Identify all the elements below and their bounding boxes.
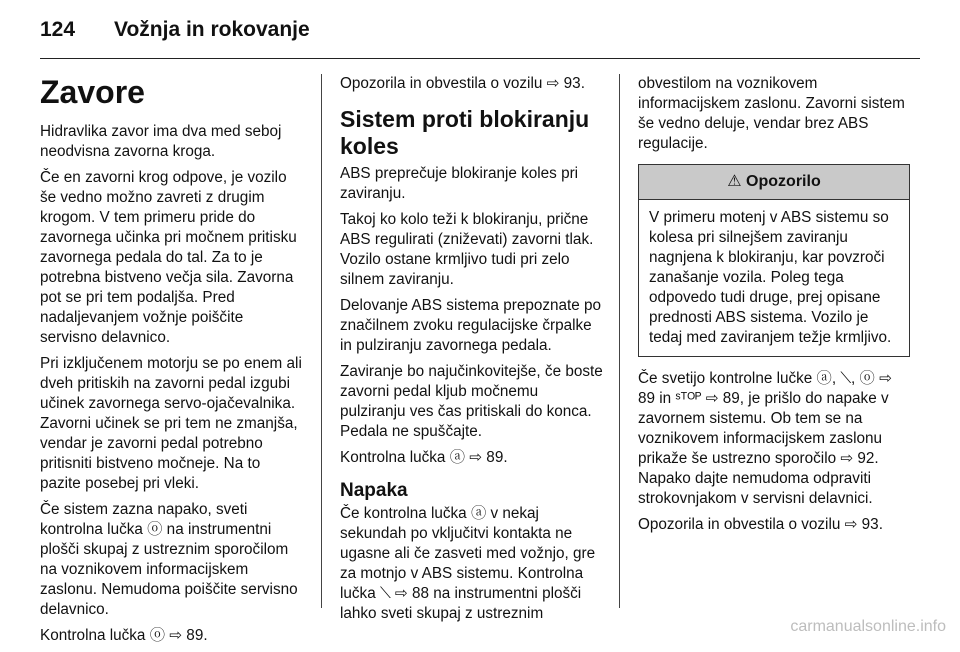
cross-reference[interactable]: Kontrolna lučka ⓐ ⇨ 89. (340, 449, 508, 466)
paragraph: Zaviranje bo najučinkovitejše, če boste zavorni pedal kljub močnemu pulziranju ves čas pritiskali do konca. Pedala ne spuščajte. (340, 363, 603, 440)
paragraph: Takoj ko kolo teži k blokiranju, prične ABS regulirati (zniževati) zavorni tlak. Vozilo ostane krmljivo tudi pri zelo silnem zaviranju. (340, 211, 594, 288)
watermark: carmanualsonline.info (790, 618, 946, 635)
paragraph: Če en zavorni krog odpove, je vozilo še vedno možno zavreti z drugim krogom. V tem primeru pride do zavornega učinka pri močnem pritisku zavornega pedala do tal. Za to je potrebna bistveno večja sila. Zavorna pot se pri tem podaljša. Pred nadaljevanjem vožnje poiščite servisno delavnico. (40, 169, 297, 346)
warning-box (638, 164, 910, 357)
chapter-title: Vožnja in rokovanje (114, 18, 310, 41)
paragraph: Če sistem zazna napako, sveti kontrolna lučka ⓞ na instrumentni plošči skupaj z ustreznim sporočilom na voznikovem informacijskem zaslonu. Nemudoma poiščite servisno delavnico. (40, 501, 298, 618)
paragraph: Hidravlika zavor ima dva med seboj neodvisna zavorna kroga. (40, 123, 282, 160)
paragraph: ABS preprečuje blokiranje koles pri zaviranju. (340, 165, 579, 202)
paragraph: obvestilom na voznikovem informacijskem zaslonu. Zavorni sistem še vedno deluje, vendar brez ABS regulacije. (638, 75, 905, 152)
paragraph: Pri izključenem motorju se po enem ali dveh pritiskih na zavorni pedal izgubi učinek zavornega servo-ojačevalnika. Zavorni učinek se pri tem ne zmanjša, vendar je zavorni pedal potrebno pritisniti bistveno močneje. Na to pazite posebej pri vleki. (40, 355, 302, 492)
warning-title: ⚠ Opozorilo (639, 165, 909, 200)
section-heading: Sistem proti blokiranju koles (340, 106, 590, 159)
cross-reference[interactable]: Kontrolna lučka ⓞ ⇨ 89. (40, 627, 208, 644)
page-header (40, 18, 310, 42)
column-1 (40, 74, 304, 652)
header-rule (40, 58, 920, 59)
paragraph: Če kontrolna lučka ⓐ v nekaj sekundah po vključitvi kontakta ne ugasne ali če zasveti med vožnjo, gre za motnjo v ABS sistemu. Kontrolna lučka ⟍ ⇨ 88 na instrumentni plošči lahko sveti skupaj z ustreznim (340, 505, 596, 622)
column-separator (321, 74, 322, 608)
cross-reference[interactable]: Opozorila in obvestila o vozilu ⇨ 93. (638, 516, 883, 533)
paragraph: Delovanje ABS sistema prepoznate po značilnem zvoku regulacijske črpalke in pulziranju zavornega pedala. (340, 297, 602, 354)
column-separator (619, 74, 620, 608)
paragraph: Če svetijo kontrolne lučke ⓐ, ⟍, ⓞ ⇨ 89 in ˢᵀᴼᴾ ⇨ 89, je prišlo do napake v zavornem sistemu. Ob tem se na voznikovem informacijskem zaslonu prikaže še ustrezno sporočilo ⇨ 92. Napako dajte nemudoma odpraviti strokovnjakom v servisni delavnici. (638, 370, 892, 507)
column-3 (638, 74, 910, 541)
page-number: 124 (40, 18, 76, 41)
column-2 (340, 74, 604, 630)
warning-text: V primeru motenj v ABS sistemu so kolesa pri silnejšem zaviranju nagnjena k blokiranju, kar povzroči zanašanje vozila. Poleg tega odpovedo tudi druge, prej opisane prednosti ABS sistema. Vozilo je tedaj med zaviranjem težje krmljivo. (649, 209, 892, 346)
cross-reference[interactable]: Opozorila in obvestila o vozilu ⇨ 93. (340, 75, 585, 92)
subsection-heading: Napaka (340, 480, 408, 501)
section-title: Zavore (40, 74, 145, 110)
